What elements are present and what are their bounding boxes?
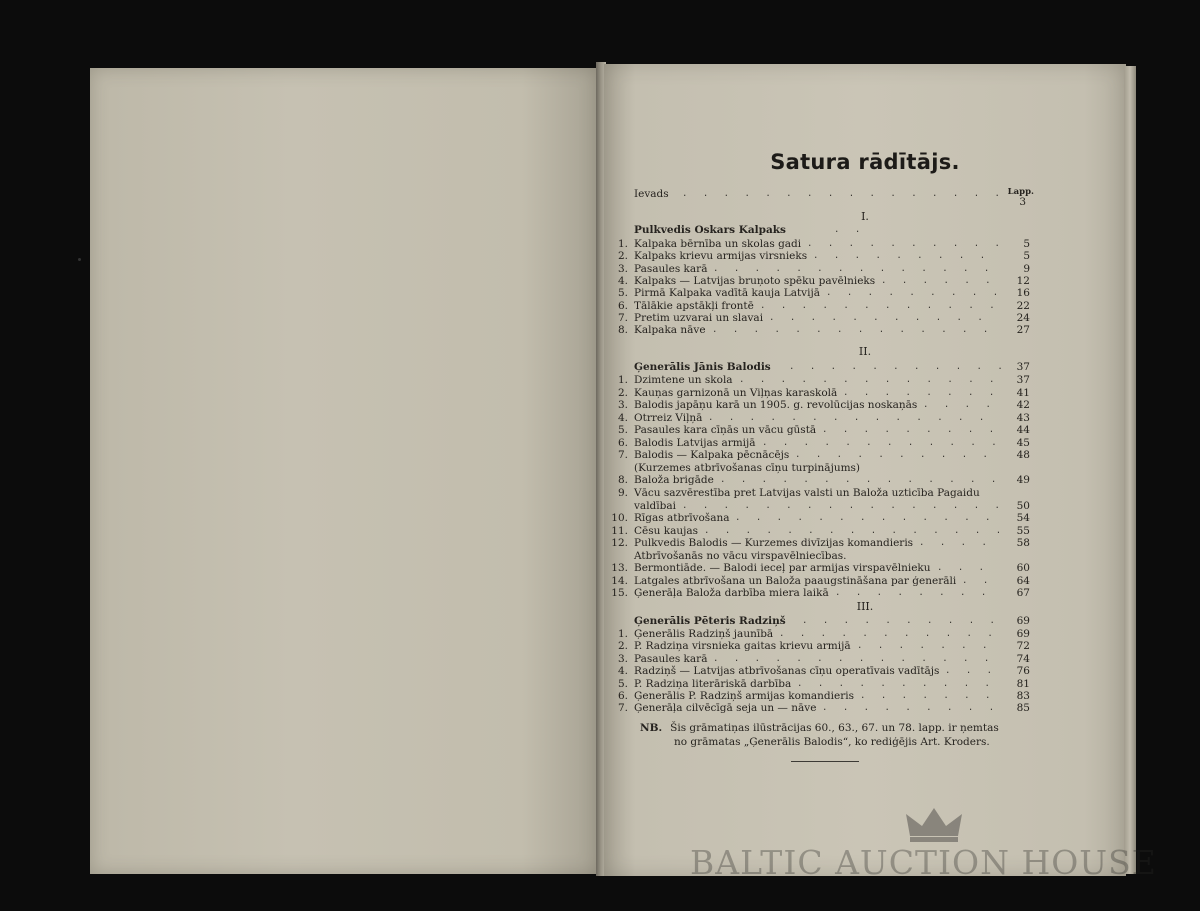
entry-page: 81 <box>1016 677 1030 690</box>
toc-entry <box>604 562 1126 574</box>
entry-title: (Kurzemes atbrīvošanas cīņu turpinājums) <box>634 461 861 474</box>
entry-number: 7. <box>617 449 628 462</box>
entry-page: 41 <box>1016 386 1030 399</box>
entry-number: 1. <box>617 238 628 250</box>
entry-page: 67 <box>1016 587 1030 600</box>
dot-leader: . . <box>834 225 866 235</box>
dot-leader: . . . . . . . <box>860 691 996 701</box>
entry-title: Pasaules karā <box>634 652 708 665</box>
toc-entry <box>604 287 1126 299</box>
dot-leader: . . <box>962 575 994 586</box>
heading-page: 69 <box>1016 615 1030 627</box>
dot-leader: . . . . . . . . . . . . . <box>739 375 1000 385</box>
dot-leader: . . . . . . . . . <box>822 425 1000 436</box>
entry-title: Atbrīvošanās no vācu virspavēlniecības. <box>634 549 847 562</box>
toc-entry <box>604 512 1126 524</box>
entry-number: 1. <box>617 628 628 640</box>
entry-page: 5 <box>1023 250 1030 263</box>
entry-title: Pirmā Kalpaka vadītā kauja Latvijā <box>634 287 820 300</box>
entry-number: 5. <box>617 424 628 437</box>
entry-number: 1. <box>617 374 628 386</box>
entry-page: 72 <box>1016 640 1030 653</box>
entry-title: Radziņš — Latvijas atbrīvošanas cīņu operatīvais vadītājs <box>634 665 940 678</box>
entry-title: Kalpaks krievu armijas virsnieks <box>634 250 808 263</box>
entry-page: 54 <box>1016 512 1030 525</box>
contents-page <box>604 64 1126 876</box>
entry-page: 85 <box>1016 702 1030 715</box>
dot-leader: . . . . . . . . . . . . <box>760 300 1000 311</box>
entry-number: 6. <box>617 436 628 449</box>
entry-title: Vācu sazvērestība pret Latvijas valsti un Baloža uzticība Pagaidu <box>634 486 980 499</box>
entry-page: 3 <box>1019 196 1026 208</box>
section-roman: II. <box>858 345 872 358</box>
dot-leader: . . . . . . . . . . <box>802 616 1000 626</box>
entry-page: 64 <box>1016 574 1030 587</box>
toc-entry <box>604 653 1126 665</box>
left-blank-page <box>90 68 598 874</box>
toc-entry <box>604 374 1126 386</box>
dot-leader: . . . . . . . . . <box>826 288 1004 299</box>
entry-page: 12 <box>1016 274 1030 287</box>
note-label: NB. <box>640 722 663 734</box>
entry-title: Cēsu kaujas <box>634 524 699 537</box>
dot-leader: . . . . . . <box>881 275 996 286</box>
entry-title: P. Radziņa virsnieka gaitas krievu armijā <box>634 640 851 653</box>
entry-title: Pulkvedis Balodis — Kurzemes divīzijas komandieris <box>634 537 914 550</box>
entry-number: 14. <box>611 574 628 587</box>
entry-number: 10. <box>611 512 628 525</box>
entry-number: 4. <box>617 274 628 287</box>
dot-leader: . . . . . . . . . . . . . <box>735 513 996 524</box>
entry-page: 44 <box>1016 424 1030 437</box>
entry-page: 22 <box>1016 299 1030 312</box>
entry-number: 11. <box>611 524 628 537</box>
dot-leader: . . . . . . . . . <box>822 703 1000 714</box>
dot-leader: . . . . . . . . . . . . <box>762 437 1002 448</box>
entry-title: Balodis Latvijas armijā <box>634 436 756 449</box>
entry-page: 42 <box>1016 399 1030 412</box>
entry-number: 7. <box>617 702 628 715</box>
toc-entry <box>604 487 1126 499</box>
heading-page: 37 <box>1016 361 1030 373</box>
entry-number: 6. <box>617 299 628 312</box>
toc-entry <box>604 312 1126 324</box>
entry-number: 13. <box>611 562 628 575</box>
dot-leader: . . . . . . . . . . . . . . <box>713 263 995 274</box>
dot-leader: . . . . . . . . <box>843 387 1000 398</box>
watermark-text: BALTIC AUCTION HOUSE <box>690 843 1157 882</box>
closing-rule <box>791 761 859 762</box>
dot-leader: . . . . . . . . . . . . . . <box>708 412 990 423</box>
entry-title: Pasaules karā <box>634 262 708 275</box>
dot-leader: . . . . . . . . . . . . . . <box>712 325 994 336</box>
entry-title: Bermontiāde. — Balodi ieceļ par armijas virspavēlnieku <box>634 562 931 575</box>
entry-page: 69 <box>1016 628 1030 640</box>
entry-page: 27 <box>1016 324 1030 337</box>
toc-entry <box>604 300 1126 312</box>
section-roman: I. <box>861 210 869 223</box>
entry-number: 6. <box>617 690 628 702</box>
dot-leader: . . . . . . . . . . . <box>789 362 1008 372</box>
entry-number: 7. <box>617 311 628 324</box>
dot-leader: . . . . . . . . . . . <box>769 312 988 323</box>
note-line-1: Šis grāmatiņas ilūstrācijas 60., 63., 67. un 78. lapp. ir ņemtas <box>670 722 999 734</box>
editorial-note <box>640 721 1032 749</box>
toc-entry <box>604 665 1126 677</box>
toc-title: Satura rādītājs. <box>770 150 960 174</box>
entry-title: valdībai <box>634 499 676 512</box>
toc-entry <box>604 678 1126 690</box>
entry-number: 2. <box>617 250 628 263</box>
entry-number: 3. <box>617 652 628 665</box>
entry-title: Baloža brigāde <box>634 474 714 487</box>
dot-leader: . . . <box>945 666 998 677</box>
dot-leader: . . . . . . . <box>857 641 993 652</box>
dot-leader: . . . . . . . . . . <box>797 678 995 689</box>
toc-entry <box>604 690 1126 702</box>
dot-leader: . . . . <box>923 400 996 411</box>
heading-title: Pulkvedis Oskars Kalpaks <box>634 224 786 236</box>
entry-page: 49 <box>1016 474 1030 487</box>
entry-number: 2. <box>617 386 628 399</box>
entry-page: 83 <box>1016 690 1030 702</box>
page-column-label: Lapp. <box>1007 187 1034 197</box>
entry-page: 76 <box>1016 665 1030 678</box>
entry-page: 16 <box>1016 287 1030 300</box>
entry-number: 3. <box>617 399 628 412</box>
dot-leader: . . . . . . . . . <box>813 251 991 262</box>
toc-entry <box>604 702 1126 714</box>
entry-title: Latgales atbrīvošana un Baloža paaugstināšana par ģenerāli <box>634 574 957 587</box>
entry-title: Ģenerāļa Baloža darbība miera laikā <box>634 587 829 600</box>
dot-leader: . . . . . . . . . . . . . . <box>713 653 995 664</box>
entry-title: Kalpaka nāve <box>634 324 706 337</box>
dot-leader: . . . . . . . . <box>835 588 992 599</box>
entry-title: Ģenerālis P. Radziņš armijas komandieris <box>634 690 854 702</box>
entry-number: 8. <box>617 474 628 487</box>
entry-number: 8. <box>617 324 628 337</box>
entry-number: 5. <box>617 287 628 300</box>
page-edges <box>1124 66 1136 874</box>
entry-page: 37 <box>1016 374 1030 386</box>
toc-entry <box>604 399 1126 411</box>
entry-page: 58 <box>1016 537 1030 550</box>
toc-entry <box>604 449 1126 461</box>
entry-page: 45 <box>1016 436 1030 449</box>
entry-page: 5 <box>1023 238 1030 250</box>
entry-title: Balodis japāņu karā un 1905. g. revolūcijas noskaņās <box>634 399 918 412</box>
entry-number: 4. <box>617 665 628 678</box>
entry-title: Ģenerālis Radziņš jaunībā <box>634 628 774 640</box>
entry-number: 2. <box>617 640 628 653</box>
dot-leader: . . . . . . . . . . . . . . . . <box>682 500 1005 511</box>
page-mark <box>78 258 81 261</box>
toc-entry <box>604 424 1126 436</box>
heading-title: Ģenerālis Pēteris Radziņš <box>634 615 786 627</box>
toc-entry <box>604 238 1126 250</box>
entry-title: Ģenerāļa cilvēcīgā seja un — nāve <box>634 702 817 715</box>
toc-entry <box>604 437 1126 449</box>
note-line-2: no grāmatas „Ģenerālis Balodis“, ko rediģējis Art. Kroders. <box>674 736 990 748</box>
entry-number: 9. <box>617 486 628 499</box>
toc-entry <box>604 387 1126 399</box>
entry-page: 74 <box>1016 652 1030 665</box>
toc-entry <box>604 525 1126 537</box>
entry-page: 48 <box>1016 449 1030 462</box>
dot-leader: . . . . . . . . . . . . . . . . <box>682 189 1005 199</box>
entry-title: Balodis — Kalpaka pēcnācējs <box>634 449 790 462</box>
entry-title: Pretim uzvarai un slavai <box>634 311 764 324</box>
toc-entry <box>604 500 1126 512</box>
toc-entry <box>604 575 1126 587</box>
entry-number: 15. <box>611 587 628 600</box>
toc-entry <box>604 537 1126 549</box>
section-heading <box>604 615 1126 627</box>
entry-number: 3. <box>617 262 628 275</box>
dot-leader: . . . <box>937 563 990 574</box>
section-heading <box>604 224 1126 236</box>
dot-leader: . . . . . . . . . . <box>795 450 993 461</box>
toc-entry <box>604 324 1126 336</box>
entry-title: Rīgas atbrīvošana <box>634 512 730 525</box>
dot-leader: . . . . . . . . . . . . . . <box>720 475 1002 486</box>
toc-entry <box>604 628 1126 640</box>
entry-title: Kauņas garnizonā un Viļņas karaskolā <box>634 386 838 399</box>
entry-title: Tālākie apstākļi frontē <box>634 299 754 312</box>
crown-icon <box>904 806 964 844</box>
toc-entry <box>604 275 1126 287</box>
toc-entry <box>604 462 1126 474</box>
entry-title: Kalpaka bērnība un skolas gadi <box>634 238 802 250</box>
entry-title: Dzimtene un skola <box>634 374 733 386</box>
entry-page: 24 <box>1016 311 1030 324</box>
dot-leader: . . . . <box>919 538 992 549</box>
entry-number: 4. <box>617 411 628 424</box>
section-heading <box>604 361 1126 373</box>
section-roman: III. <box>856 600 874 613</box>
entry-title: Otrreiz Viļņā <box>634 411 703 424</box>
entry-title: Kalpaks — Latvijas bruņoto spēku pavēlnieks <box>634 274 876 287</box>
toc-entry <box>604 250 1126 262</box>
toc-entry <box>604 587 1126 599</box>
entry-title: Pasaules kara cīņās un vācu gūstā <box>634 424 817 437</box>
heading-title: Ģenerālis Jānis Balodis <box>634 361 771 373</box>
entry-number: 5. <box>617 677 628 690</box>
entry-number: 12. <box>611 537 628 550</box>
entry-page: 50 <box>1016 499 1030 512</box>
dot-leader: . . . . . . . . . . . . . . . <box>704 525 1007 536</box>
toc-entry <box>604 550 1126 562</box>
dot-leader: . . . . . . . . . . <box>807 239 1005 249</box>
toc-entry <box>604 640 1126 652</box>
entry-page: 60 <box>1016 562 1030 575</box>
entry-page: 55 <box>1016 524 1030 537</box>
toc-entry <box>604 474 1126 486</box>
toc-entry <box>604 412 1126 424</box>
entry-title: Ievads <box>634 188 669 200</box>
dot-leader: . . . . . . . . . . . <box>779 629 998 639</box>
toc-entry <box>604 263 1126 275</box>
entry-title: P. Radziņa literāriskā darbība <box>634 677 792 690</box>
toc-entry-intro <box>604 188 1126 208</box>
entry-page: 9 <box>1023 262 1030 275</box>
entry-page: 43 <box>1016 411 1030 424</box>
